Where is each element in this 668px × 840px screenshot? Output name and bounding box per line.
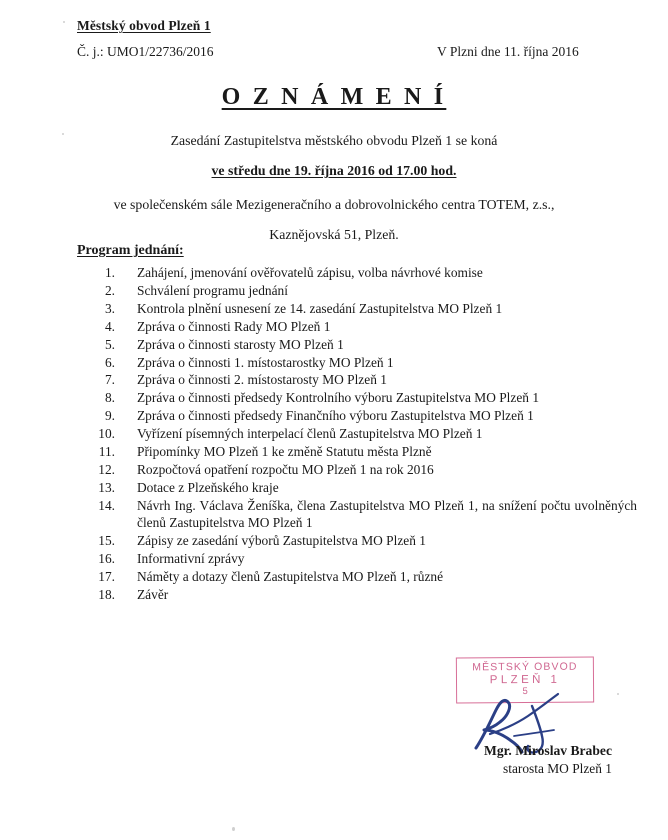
program-item-number: 18. bbox=[98, 586, 115, 602]
program-item bbox=[77, 550, 637, 567]
program-list bbox=[77, 264, 637, 604]
stamp-line-number: 5 bbox=[522, 685, 528, 698]
program-item-number: 10. bbox=[98, 426, 115, 442]
program-item-text: Rozpočtová opatření rozpočtu MO Plzeň 1 na rok 2016 bbox=[137, 461, 434, 477]
official-stamp bbox=[456, 657, 594, 704]
signatory-name: Mgr. Miroslav Brabec bbox=[484, 743, 612, 758]
program-item bbox=[77, 407, 637, 424]
intro-line-datetime: ve středu dne 19. října 2016 od 17.00 hod. bbox=[211, 163, 457, 178]
program-item-text: Schválení programu jednání bbox=[137, 282, 288, 298]
program-item-number: 8. bbox=[104, 390, 115, 406]
intro-line-venue: ve společenském sále Mezigeneračního a dobrovolnického centra TOTEM, z.s., bbox=[113, 197, 555, 212]
program-item bbox=[77, 336, 637, 353]
program-item bbox=[77, 497, 637, 532]
program-item-number: 12. bbox=[98, 461, 115, 477]
stamp-line-district: PLZEŇ 1 bbox=[489, 673, 561, 687]
program-item bbox=[77, 264, 637, 281]
program-item bbox=[77, 532, 637, 549]
place-and-date: V Plzni dne 11. října 2016 bbox=[437, 44, 579, 59]
scan-speck bbox=[62, 133, 64, 135]
program-item-number: 17. bbox=[98, 568, 115, 584]
intro-line-1: Zasedání Zastupitelstva městského obvodu Plzeň 1 se koná bbox=[170, 133, 498, 148]
program-item-text: Zpráva o činnosti Rady MO Plzeň 1 bbox=[137, 318, 331, 334]
program-item-text: Informativní zprávy bbox=[137, 551, 245, 566]
program-item-text: Zápisy ze zasedání výborů Zastupitelstva MO Plzeň 1 bbox=[137, 533, 426, 549]
program-item bbox=[77, 354, 637, 371]
scan-speck bbox=[232, 827, 235, 831]
program-item-number: 14. bbox=[98, 497, 115, 513]
program-item-number: 9. bbox=[104, 408, 115, 424]
program-item-number: 1. bbox=[104, 265, 115, 280]
reference-number: Č. j.: UMO1/22736/2016 bbox=[77, 44, 214, 59]
program-item-number: 4. bbox=[104, 318, 115, 334]
intro-line-address: Kaznějovská 51, Plzeň. bbox=[269, 227, 399, 242]
signatory-role: starosta MO Plzeň 1 bbox=[503, 761, 612, 776]
program-item-text: Zpráva o činnosti 1. místostarostky MO Plzeň 1 bbox=[137, 354, 394, 370]
scan-speck bbox=[617, 693, 619, 695]
program-item-text: Zpráva o činnosti starosty MO Plzeň 1 bbox=[137, 336, 344, 352]
issuing-office: Městský obvod Plzeň 1 bbox=[77, 18, 211, 33]
program-item-text: Závěr bbox=[137, 586, 169, 602]
program-item bbox=[77, 479, 637, 496]
program-item-number: 7. bbox=[104, 372, 115, 388]
program-item-number: 16. bbox=[98, 551, 115, 566]
program-item-text: Kontrola plnění usnesení ze 14. zasedání Zastupitelstva MO Plzeň 1 bbox=[137, 300, 503, 316]
announcement-intro bbox=[0, 127, 668, 249]
program-heading: Program jednání: bbox=[77, 243, 184, 258]
page-title bbox=[0, 84, 668, 111]
program-item-number: 2. bbox=[104, 282, 115, 298]
program-item bbox=[77, 425, 637, 442]
program-item-text: Zpráva o činnosti 2. místostarosty MO Plzeň 1 bbox=[137, 372, 387, 388]
program-item bbox=[77, 389, 637, 406]
program-item-number: 11. bbox=[98, 444, 115, 460]
program-item-text: Zpráva o činnosti předsedy Finančního výboru Zastupitelstva MO Plzeň 1 bbox=[137, 408, 534, 424]
program-item bbox=[77, 282, 637, 299]
program-item-text: Vyřízení písemných interpelací členů Zastupitelstva MO Plzeň 1 bbox=[137, 426, 483, 442]
program-item-number: 13. bbox=[98, 479, 115, 495]
program-item-text: Návrh Ing. Václava Ženíška, člena Zastupitelstva MO Plzeň 1, na snížení počtu uvolněných členů Zastupitelstva MO Plzeň 1 bbox=[137, 497, 637, 531]
program-item-number: 3. bbox=[104, 300, 115, 316]
program-item bbox=[77, 568, 637, 585]
program-item bbox=[77, 318, 637, 335]
program-item-number: 15. bbox=[98, 533, 115, 549]
program-item bbox=[77, 461, 637, 478]
program-item-text: Dotace z Plzeňského kraje bbox=[137, 479, 279, 495]
program-item bbox=[77, 300, 637, 317]
program-item-number: 5. bbox=[104, 336, 115, 352]
program-item-text: Náměty a dotazy členů Zastupitelstva MO Plzeň 1, různé bbox=[137, 568, 444, 584]
program-item bbox=[77, 443, 637, 460]
program-item-text: Zahájení, jmenování ověřovatelů zápisu, volba návrhové komise bbox=[137, 265, 483, 280]
program-item-text: Zpráva o činnosti předsedy Kontrolního výboru Zastupitelstva MO Plzeň 1 bbox=[137, 390, 540, 406]
stamp-line-office: MĚSTSKÝ OBVOD bbox=[472, 660, 578, 674]
scan-speck bbox=[63, 21, 65, 23]
program-item-text: Připomínky MO Plzeň 1 ke změně Statutu města Plzně bbox=[137, 444, 432, 460]
page-title-text: O Z N Á M E N Í bbox=[221, 84, 447, 110]
program-item bbox=[77, 586, 637, 603]
program-item bbox=[77, 371, 637, 388]
program-item-number: 6. bbox=[104, 354, 115, 370]
